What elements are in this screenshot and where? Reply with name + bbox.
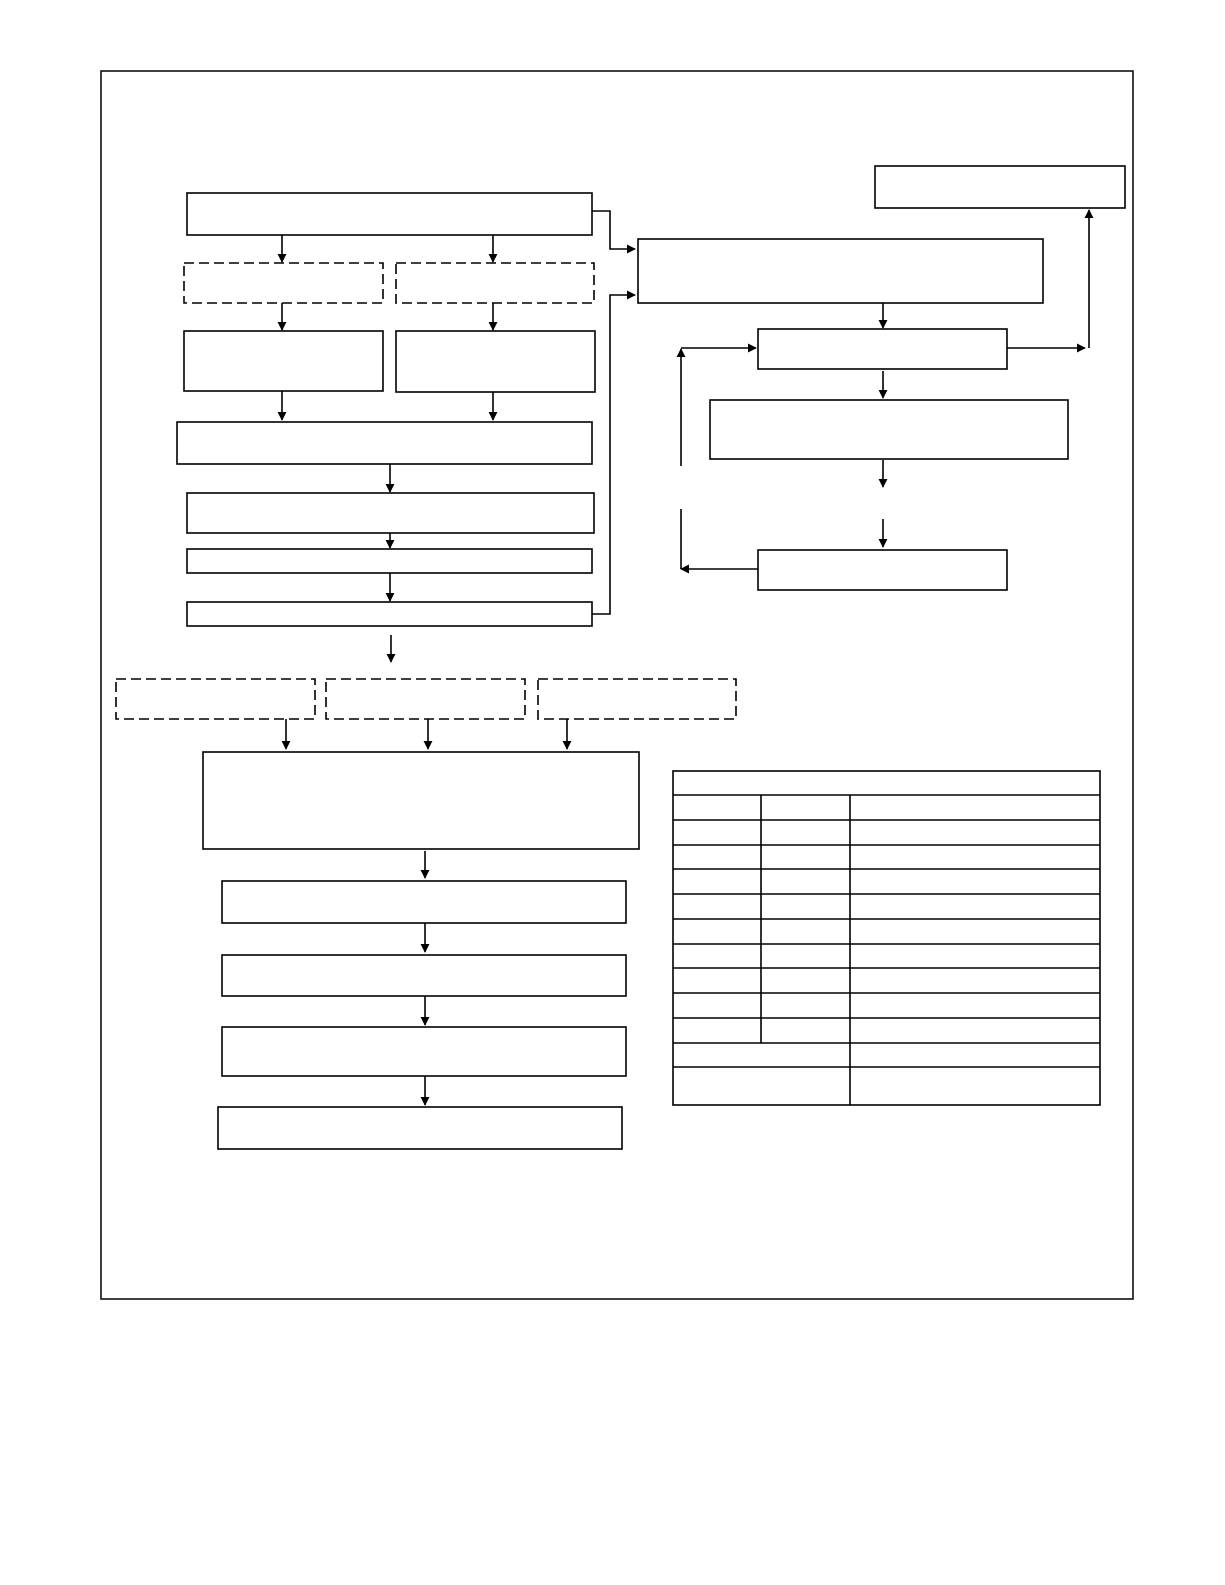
table-frame: [673, 771, 1100, 1105]
step-box-1: [187, 493, 594, 533]
left-process-box: [184, 331, 383, 391]
right-process-box: [396, 331, 595, 392]
loop-box-1: [758, 329, 1007, 369]
loop-box-3: [758, 550, 1007, 590]
data-table: [673, 771, 1100, 1105]
center-box: [638, 239, 1043, 303]
lower-box-2: [222, 955, 626, 996]
dashed-box-3: [116, 679, 315, 719]
dashed-box-2: [396, 263, 594, 303]
loop-box-2: [710, 400, 1068, 459]
arrow: [592, 295, 635, 614]
lower-box-3: [222, 1027, 626, 1076]
top-right-box: [875, 166, 1125, 208]
dashed-box-5: [538, 679, 736, 719]
arrow: [592, 211, 635, 249]
top-left-box: [187, 193, 592, 235]
dashed-box-1: [184, 263, 383, 303]
lower-box-4: [218, 1107, 622, 1149]
step-box-2: [187, 549, 592, 573]
lower-box-1: [222, 881, 626, 923]
merge-box: [177, 422, 592, 464]
step-box-3: [187, 602, 592, 626]
dashed-box-4: [326, 679, 525, 719]
large-box: [203, 752, 639, 849]
